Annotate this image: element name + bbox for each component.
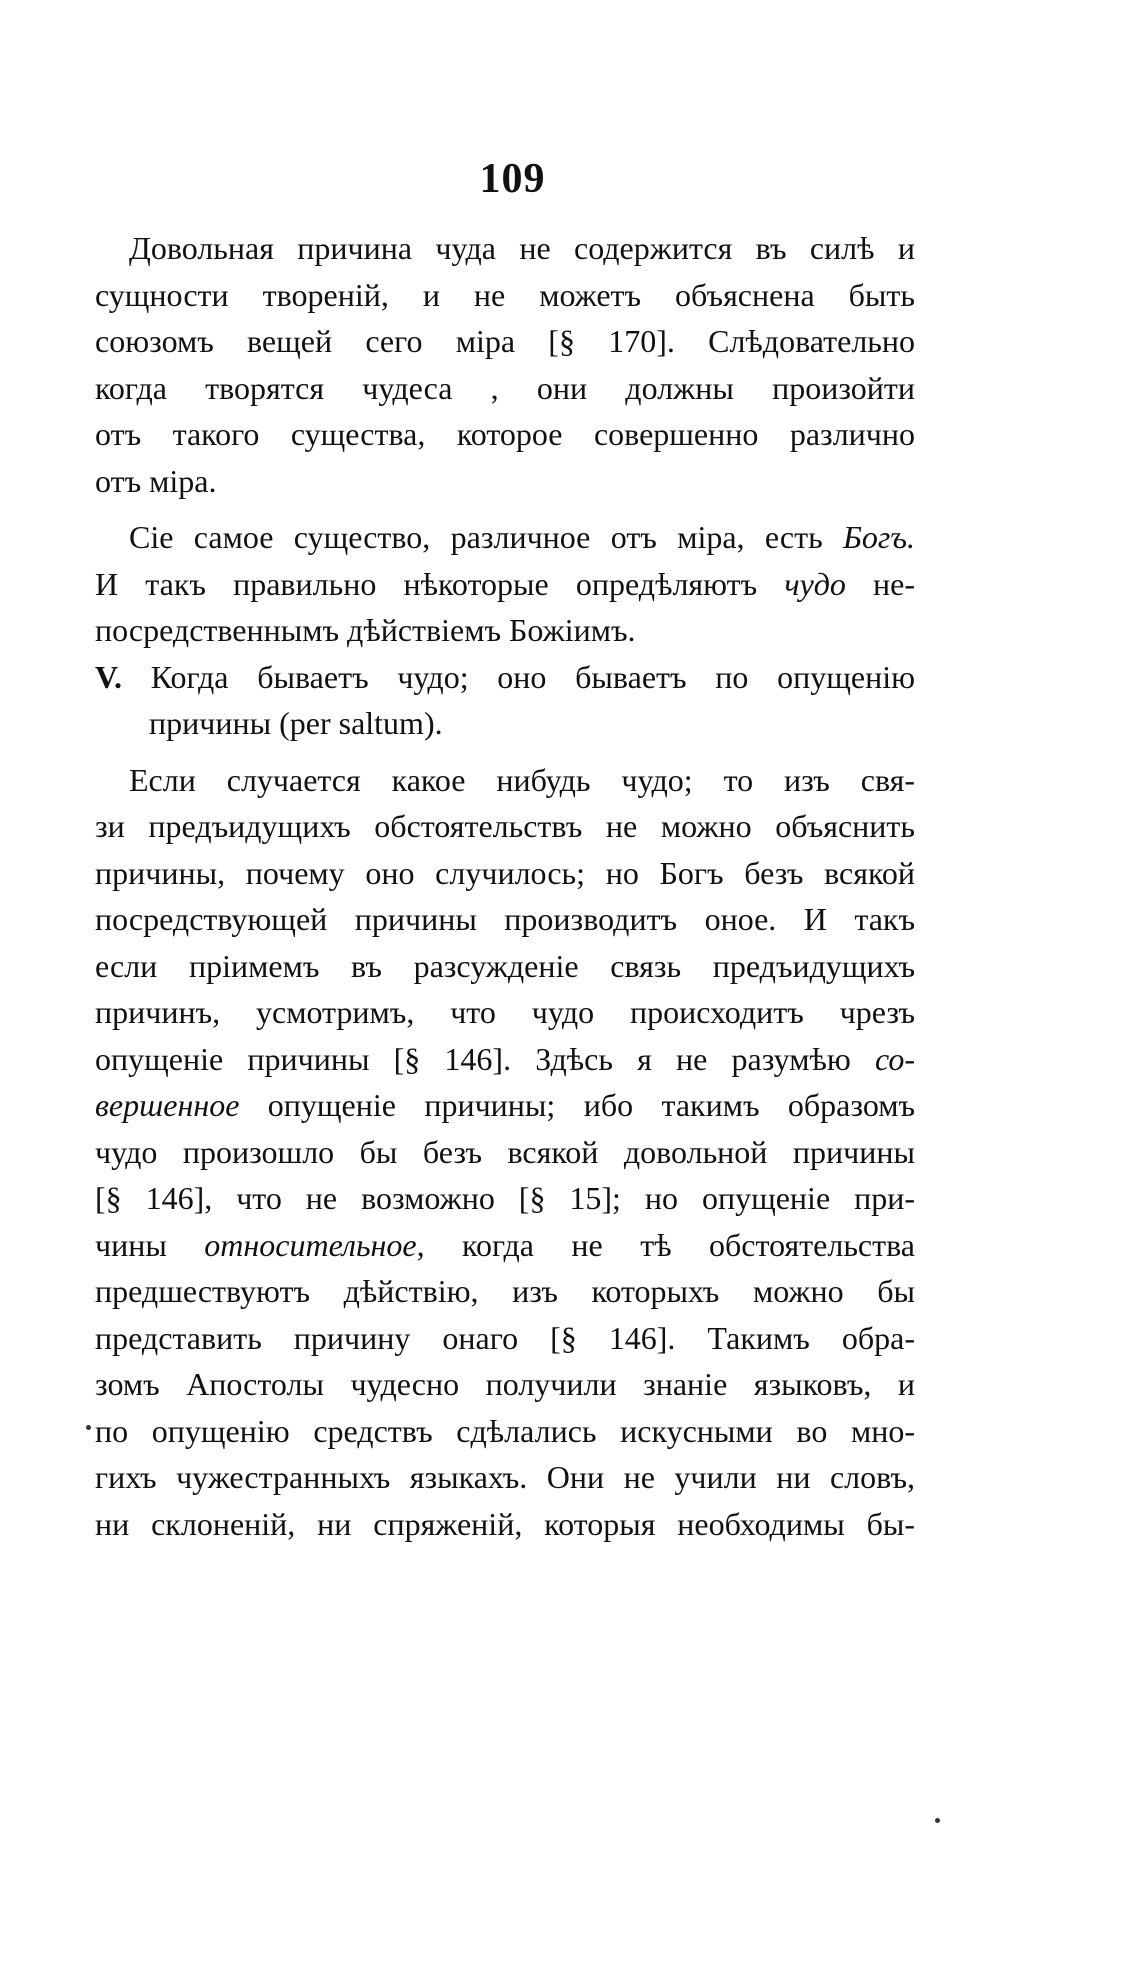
text-line: союзомъ вещей сего міра [§ 170]. Слѣдовательно bbox=[95, 323, 915, 359]
text-line: Довольная причина чуда не содержится въ силѣ и bbox=[129, 230, 915, 266]
text-line: причинъ, усмотримъ, что чудо происходитъ чрезъ bbox=[95, 994, 915, 1030]
text-line: предшествуютъ дѣйствію, изъ которыхъ можно бы bbox=[95, 1273, 915, 1309]
text-line: чудо произошло бы безъ всякой довольной причины bbox=[95, 1133, 915, 1170]
text-line: гихъ чужестранныхъ языкахъ. Они не учили ни словъ, bbox=[95, 1459, 915, 1495]
text-line: посредствующей причины производитъ оное. И такъ bbox=[95, 901, 915, 937]
text-line: причины, почему оно случилось; но Богъ безъ всякой bbox=[95, 854, 915, 891]
text-fragment: не- bbox=[873, 565, 916, 602]
paragraph-gap bbox=[95, 747, 915, 757]
text-fragment: опущеніе причины [§ 146]. Здѣсь я не разумѣю bbox=[95, 1040, 851, 1077]
print-speck bbox=[935, 1818, 940, 1823]
text-line: зи предъидущихъ обстоятельствъ не можно объяснить bbox=[95, 808, 915, 844]
text-line: отъ такого существа, которое совершенно различно bbox=[95, 416, 915, 452]
text-fragment: когда не тѣ обстоятельства bbox=[462, 1226, 916, 1263]
text-fragment: И такъ правильно нѣкоторые опредѣляютъ bbox=[95, 565, 758, 602]
paragraph-1 bbox=[95, 225, 915, 504]
body-text bbox=[95, 225, 915, 1547]
text-line: представить причину онаго [§ 146]. Такимъ обра- bbox=[95, 1319, 915, 1356]
italic-word-bog: Богъ. bbox=[843, 519, 916, 555]
text-fragment: опущеніе причины; ибо такимъ образомъ bbox=[267, 1087, 916, 1123]
text-line bbox=[95, 561, 915, 608]
text-fragment: Сіе самое существо, различное отъ міра, есть bbox=[129, 519, 823, 555]
section-heading-line: причины (per saltum). bbox=[149, 705, 443, 741]
print-speck bbox=[86, 1425, 91, 1430]
section-heading-line bbox=[95, 654, 915, 701]
text-line: сущности твореній, и не можетъ объяснена быть bbox=[95, 276, 915, 313]
paragraph-2 bbox=[95, 514, 915, 654]
page-number: 109 bbox=[479, 156, 546, 202]
text-line: если пріимемъ въ разсужденіе связь предъидущихъ bbox=[95, 947, 915, 984]
text-line: по опущенію средствъ сдѣлались искусными во мно- bbox=[95, 1412, 915, 1449]
text-line bbox=[95, 1036, 915, 1083]
text-line: посредственнымъ дѣйствіемъ Божіимъ. bbox=[95, 612, 636, 648]
section-heading-text: Когда бываетъ чудо; оно бываетъ по опущенію bbox=[150, 658, 916, 695]
italic-word: относительное, bbox=[204, 1226, 425, 1263]
text-line bbox=[95, 514, 915, 561]
text-line: Если случается какое нибудь чудо; то изъ свя- bbox=[129, 761, 915, 798]
section-v bbox=[95, 654, 915, 747]
italic-word: со- bbox=[874, 1040, 916, 1077]
text-line bbox=[95, 1082, 915, 1129]
paragraph-gap bbox=[95, 504, 915, 514]
text-line: отъ міра. bbox=[95, 462, 217, 499]
text-line: [§ 146], что не возможно [§ 15]; но опущеніе при- bbox=[95, 1180, 915, 1216]
section-number: V. bbox=[95, 658, 122, 695]
text-line: зомъ Апостолы чудесно получили знаніе языковъ, и bbox=[95, 1366, 915, 1402]
text-line: ни склоненій, ни спряженій, которыя необходимы бы- bbox=[95, 1505, 915, 1542]
text-line bbox=[95, 1222, 915, 1269]
text-fragment: чины bbox=[95, 1226, 167, 1263]
text-line: когда творятся чудеса , они должны произойти bbox=[95, 369, 915, 406]
italic-word-chudo: чудо bbox=[784, 565, 846, 602]
italic-word: вершенное bbox=[95, 1087, 240, 1123]
paragraph-3 bbox=[95, 757, 915, 1548]
